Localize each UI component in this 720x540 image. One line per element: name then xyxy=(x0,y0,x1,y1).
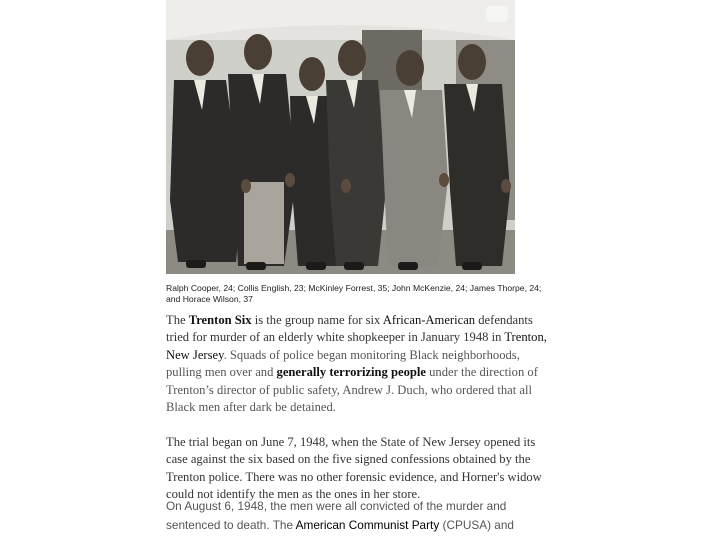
link-african-american[interactable]: African-American xyxy=(382,313,476,327)
text-segment: . Squads of police began monitoring Black neighborhoods, pulling men over and xyxy=(166,347,520,380)
link-generally-terrorizing-people[interactable]: generally terrorizing people xyxy=(276,365,426,380)
text-segment: On August 6, 1948, the men were all convicted of the murder and sentenced to death. The xyxy=(166,499,507,532)
text-segment: defendants tried for murder of an elderly white shopkeeper in January 1948 in xyxy=(166,313,533,345)
link-trenton-new-jersey[interactable]: Trenton, New Jersey xyxy=(166,330,547,362)
photo-caption: Ralph Cooper, 24; Collis English, 23; McKinley Forrest, 35; John McKenzie, 24; James Thorpe, 24; and Horace Wilson, 37 xyxy=(166,283,542,304)
article-paragraph-1 xyxy=(166,312,552,416)
group-photo xyxy=(166,0,515,274)
article-paragraph-3 xyxy=(166,497,552,535)
link-american-communist-party[interactable]: American Communist Party xyxy=(295,518,440,532)
subject-bold: Trenton Six xyxy=(188,313,252,327)
text-segment: is the group name for six xyxy=(251,313,383,327)
text-segment: (CPUSA) and xyxy=(439,518,514,532)
text-segment: under the direction of Trenton’s director of public safety, Andrew J. Duch, who ordered that all Black men after dark be detained. xyxy=(166,365,538,415)
article-paragraph-2: The trial began on June 7, 1948, when the State of New Jersey opened its case against the six based on the five signed confessions obtained by the Trenton police. There was no other forensic evidence, and Horner's widow could not identify the men as the ones in her store. xyxy=(166,435,542,502)
group-photo-illustration xyxy=(166,0,515,274)
text-segment: The xyxy=(166,313,189,327)
